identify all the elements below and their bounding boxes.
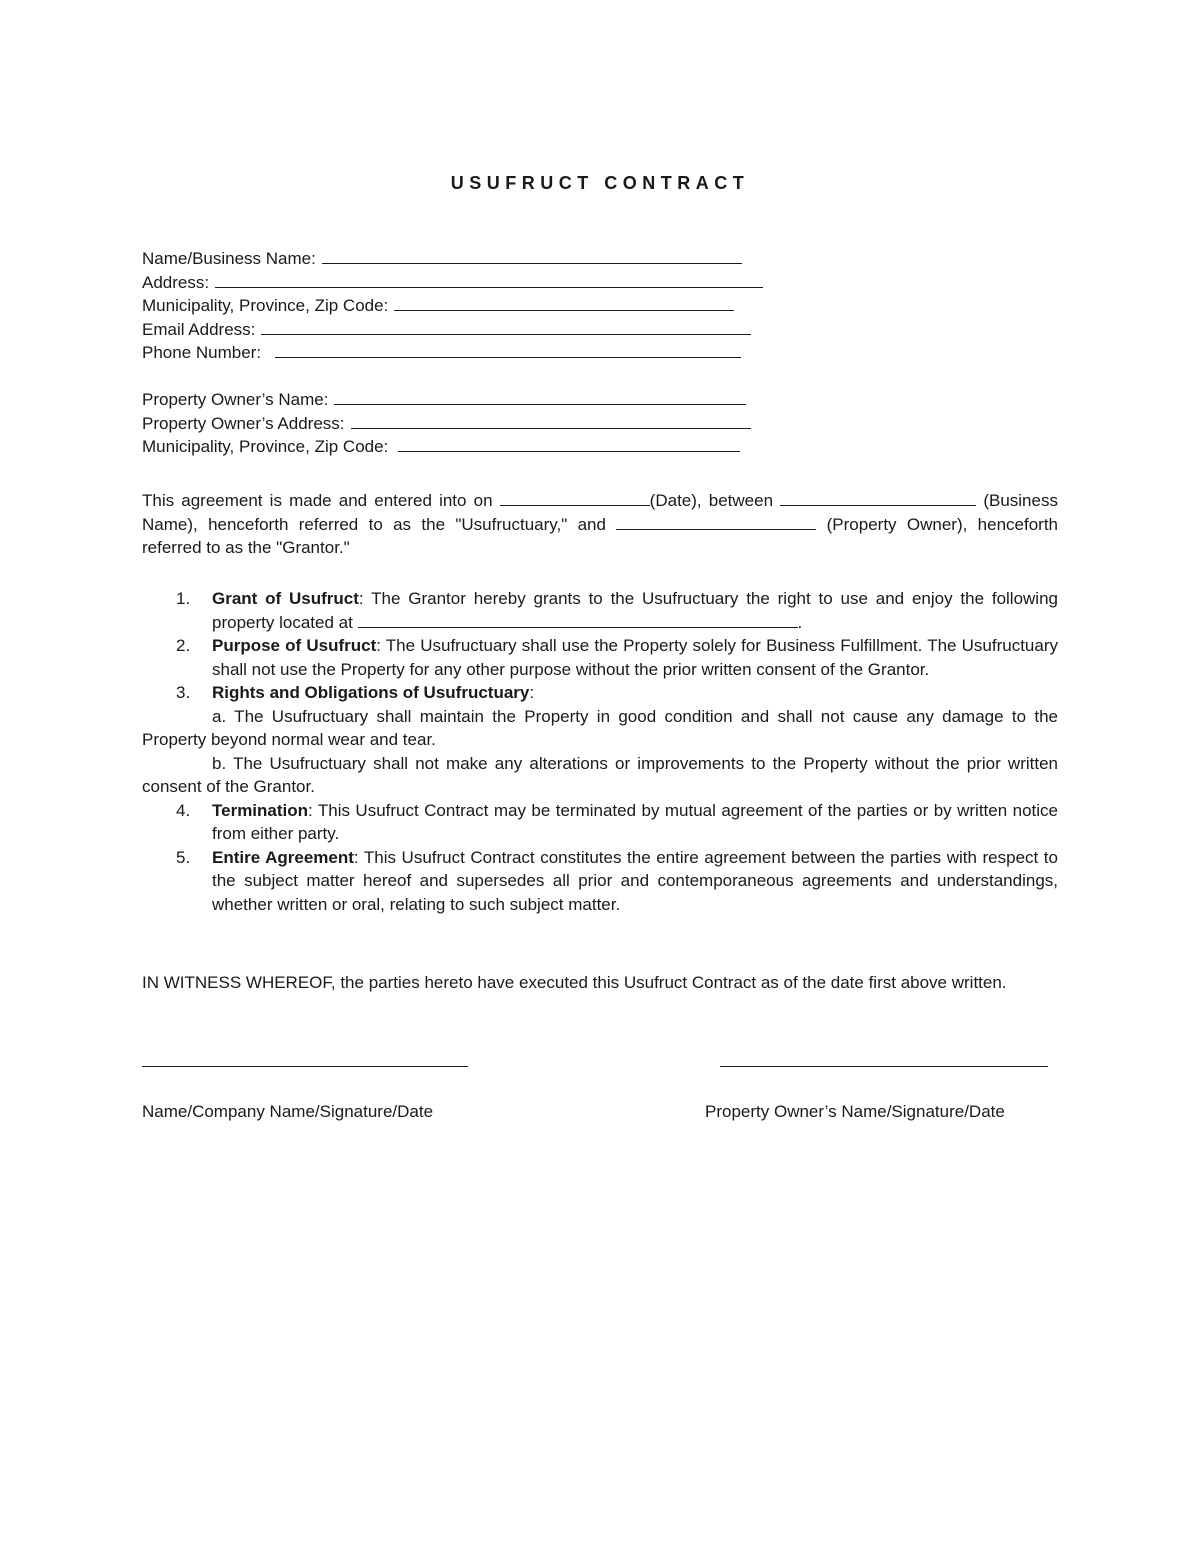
field-label-owner-municipality: Municipality, Province, Zip Code:	[142, 437, 389, 456]
owner-address-blank[interactable]	[351, 414, 751, 429]
field-row-business-name	[142, 247, 782, 271]
address-blank[interactable]	[215, 273, 763, 288]
clause-heading: Rights and Obligations of Usufructuary	[212, 683, 530, 702]
property-location-blank[interactable]	[358, 613, 798, 628]
right-signature-label: Property Owner’s Name/Signature/Date	[705, 1102, 1005, 1121]
agreement-text-1: This agreement is made and entered into on	[142, 491, 500, 510]
clause-number: 5.	[176, 847, 191, 867]
clause-heading: Termination	[212, 800, 309, 820]
municipality-blank[interactable]	[394, 296, 734, 311]
owner-name-blank[interactable]	[334, 390, 746, 405]
clause-number: 4.	[176, 800, 191, 820]
clause-text: : The Grantor hereby grants to the Usufructuary the right to use and enjoy the following property located at	[212, 589, 1058, 632]
field-label-phone: Phone Number:	[142, 343, 262, 362]
clause-text: : This Usufruct Contract may be terminated by mutual agreement of the parties or by written notice from either party.	[212, 800, 1058, 843]
date-blank[interactable]	[500, 491, 650, 506]
agreement-paragraph	[142, 489, 1058, 560]
business-name-blank[interactable]	[322, 249, 742, 264]
clause-number: 2.	[176, 636, 191, 655]
field-label-owner-address: Property Owner’s Address:	[142, 413, 345, 433]
field-label-address: Address:	[142, 272, 210, 292]
clause-heading: Entire Agreement	[212, 847, 354, 867]
field-label-email: Email Address:	[142, 319, 256, 339]
field-row-address	[142, 271, 782, 295]
right-signature-line[interactable]	[720, 1066, 1048, 1067]
sub-clause-b: b. The Usufructuary shall not make any alterations or improvements to the Property without the prior written consent of the Grantor.	[142, 753, 1058, 796]
field-row-owner-address	[142, 412, 782, 436]
clause-number: 3.	[176, 683, 191, 702]
clause-1	[142, 587, 1058, 634]
sub-clause-a: a. The Usufructuary shall maintain the Property in good condition and shall not cause any damage to the Property beyond normal wear and tear.	[142, 706, 1058, 749]
business-name-inline-blank[interactable]	[780, 491, 976, 506]
clause-text-end: .	[797, 612, 803, 632]
phone-blank[interactable]	[275, 343, 741, 358]
field-row-email	[142, 318, 782, 342]
agreement-text-2: (Date), between	[649, 491, 781, 510]
document-title: USUFRUCT CONTRACT	[450, 173, 750, 193]
field-row-owner-municipality	[142, 435, 782, 459]
witness-paragraph: IN WITNESS WHEREOF, the parties hereto have executed this Usufruct Contract as of the date first above written.	[142, 973, 1007, 992]
agreement-text-4: (Property Owner), henceforth referred to as the "Grantor."	[142, 514, 1058, 557]
clause-2	[142, 634, 1058, 681]
field-row-municipality	[142, 294, 782, 318]
field-label-business-name: Name/Business Name:	[142, 249, 316, 268]
email-blank[interactable]	[261, 320, 751, 335]
business-info-fields	[142, 247, 782, 365]
owner-municipality-blank[interactable]	[398, 437, 740, 452]
clause-text: : The Usufructuary shall use the Property solely for Business Fulfillment. The Usufructuary shall not use the Property for any other purpose without the prior written consent of the Grantor.	[212, 636, 1058, 679]
field-label-owner-name: Property Owner’s Name:	[142, 390, 329, 409]
left-signature-label: Name/Company Name/Signature/Date	[142, 1102, 434, 1121]
clause-3	[142, 681, 1058, 705]
clause-text: : This Usufruct Contract constitutes the entire agreement between the parties with respect to the subject matter hereof and supersedes all prior and contemporaneous agreements and understandings, whether written or oral, relating to such subject matter.	[212, 847, 1058, 914]
field-row-owner-name	[142, 388, 782, 412]
agreement-text-3: (Business Name), henceforth referred to as the "Usufructuary," and	[142, 491, 1058, 534]
property-owner-inline-blank[interactable]	[616, 515, 816, 530]
clause-text: :	[529, 683, 535, 702]
clause-heading: Grant of Usufruct	[212, 589, 359, 608]
left-signature-line[interactable]	[142, 1066, 468, 1067]
field-label-municipality: Municipality, Province, Zip Code:	[142, 296, 389, 315]
clause-4	[142, 799, 1058, 846]
field-row-phone	[142, 341, 782, 365]
clause-heading: Purpose of Usufruct	[212, 636, 377, 655]
clause-number: 1.	[176, 589, 191, 608]
clause-5	[142, 846, 1058, 917]
clause-list	[142, 587, 1058, 916]
owner-info-fields	[142, 388, 782, 459]
